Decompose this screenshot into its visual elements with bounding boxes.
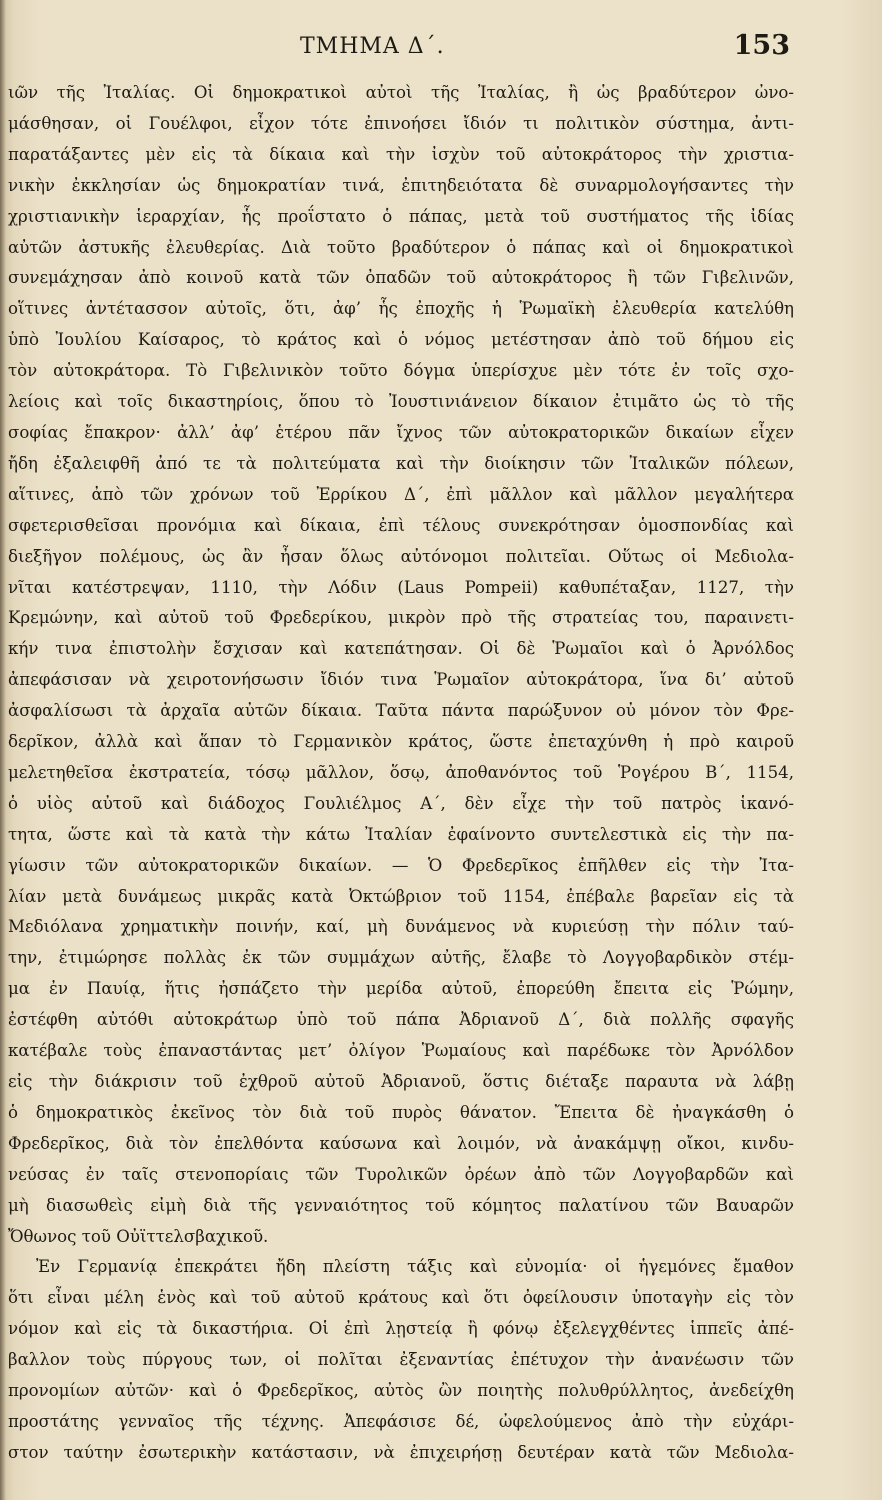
binding-shadow bbox=[0, 0, 6, 1500]
page-number: 153 bbox=[733, 30, 790, 61]
text-line: την, ἐτιμώρησε πολλὰς ἐκ τῶν συμμάχων αὐτῆς, ἔλαβε τὸ Λογγοβαρδικὸν στέμ- bbox=[8, 948, 794, 968]
text-line: τὸν αὐτοκράτορα. Τὸ Γιβελινικὸν τοῦτο δόγμα ὑπερίσχυε μὲν τότε ἐν τοῖς σχο- bbox=[8, 361, 794, 381]
text-line: προστάτης γενναῖος τῆς τέχνης. Ἀπεφάσισε δέ, ὠφελούμενος ἀπὸ τὴν εὐχάρι- bbox=[8, 1411, 794, 1431]
text-line: ὑπὸ Ἰουλίου Καίσαρος, τὸ κράτος καὶ ὁ νόμος μετέστησαν ἀπὸ τοῦ δήμου εἰς bbox=[8, 330, 794, 350]
text-line: συνεμάχησαν ἀπὸ κοινοῦ κατὰ τῶν ὀπαδῶν τοῦ αὐτοκράτορος ἢ τῶν Γιβελινῶν, bbox=[8, 268, 794, 288]
text-line: λίαν μετὰ δυνάμεως μικρᾶς κατὰ Ὀκτώβριον τοῦ 1154, ἐπέβαλε βαρεῖαν εἰς τὰ bbox=[8, 886, 794, 906]
text-line: Κρεμώνην, καὶ αὐτοῦ τοῦ Φρεδερίκου, μικρὸν πρὸ τῆς στρατείας του, παραινετι- bbox=[8, 608, 794, 628]
text-line: ἤδη ἐξαλειφθῆ ἀπό τε τὰ πολιτεύματα καὶ τὴν διοίκησιν τῶν Ἰταλικῶν πόλεων, bbox=[8, 453, 794, 473]
text-line: μα ἐν Παυίᾳ, ἥτις ἠσπάζετο τὴν μερίδα αὐτοῦ, ἐπορεύθη ἔπειτα εἰς Ῥώμην, bbox=[8, 979, 794, 999]
text-line: Φρεδερῖκος, διὰ τὸν ἐπελθόντα καύσωνα καὶ λοιμόν, νὰ ἀνακάμψῃ οἴκοι, κινδυ- bbox=[8, 1133, 794, 1153]
text-line: βαλλον τοὺς πύργους των, οἱ πολῖται ἐξεναντίας ἐπέτυχον τὴν ἀνανέωσιν τῶν bbox=[8, 1350, 794, 1370]
text-line: οἵτινες ἀντέτασσον αὐτοῖς, ὅτι, ἀφ’ ἧς ἐποχῆς ἡ Ῥωμαϊκὴ ἐλευθερία κατελύθη bbox=[8, 299, 794, 319]
text-line: Μεδιόλανα χρηματικὴν ποινήν, καί, μὴ δυνάμενος νὰ κυριεύσῃ τὴν πόλιν ταύ- bbox=[8, 917, 794, 937]
text-line: λείοις καὶ τοῖς δικαστηρίοις, ὅπου τὸ Ἰουστινιάνειον δίκαιον ἐτιμᾶτο ὡς τὸ τῆς bbox=[8, 392, 794, 412]
text-line: ὁ δημοκρατικὸς ἐκεῖνος τὸν διὰ τοῦ πυρὸς θάνατον. Ἔπειτα δὲ ἠναγκάσθη ὁ bbox=[8, 1102, 794, 1122]
text-line: τητα, ὥστε καὶ τὰ κατὰ τὴν κάτω Ἰταλίαν ἐφαίνοντο συντελεστικὰ εἰς τὴν πα- bbox=[8, 824, 794, 844]
text-line: νικὴν ἐκκλησίαν ὡς δημοκρατίαν τινά, ἐπιτηδειότατα δὲ συναρμολογήσαντες τὴν bbox=[8, 175, 794, 195]
text-line: μάσθησαν, οἱ Γουέλφοι, εἶχον τότε ἐπινοήσει ἴδιόν τι πολιτικὸν σύστημα, ἀντι- bbox=[8, 113, 794, 133]
text-line: αἵτινες, ἀπὸ τῶν χρόνων τοῦ Ἐρρίκου Δ΄, ἐπὶ μᾶλλον καὶ μᾶλλον μεγαλήτερα bbox=[8, 484, 794, 504]
text-line: Ὄθωνος τοῦ Οὐϊττελσβαχικοῦ. bbox=[8, 1226, 269, 1246]
text-line: ἐστέφθη αὐτόθι αὐτοκράτωρ ὑπὸ τοῦ πάπα Ἀδριανοῦ Δ΄, διὰ πολλῆς σφαγῆς bbox=[8, 1010, 794, 1030]
text-line: μελετηθεῖσα ἐκστρατεία, τόσῳ μᾶλλον, ὅσῳ, ἀποθανόντος τοῦ Ῥογέρου Β΄, 1154, bbox=[8, 762, 794, 782]
text-line: κήν τινα ἐπιστολὴν ἔσχισαν καὶ κατεπάτησαν. Οἱ δὲ Ῥωμαῖοι καὶ ὁ Ἀρνόλδος bbox=[8, 639, 794, 659]
text-line: αὐτῶν ἀστυκῆς ἐλευθερίας. Διὰ τοῦτο βραδύτερον ὁ πάπας καὶ οἱ δημοκρατικοὶ bbox=[8, 237, 794, 257]
text-line: σφετερισθεῖσαι προνόμια καὶ δίκαια, ἐπὶ τέλους συνεκρότησαν ὁμοσπονδίας καὶ bbox=[8, 515, 794, 535]
text-line: χριστιανικὴν ἱεραρχίαν, ἧς προΐστατο ὁ πάπας, μετὰ τοῦ συστήματος τῆς ἰδίας bbox=[8, 206, 794, 226]
page-header bbox=[0, 30, 882, 70]
text-line: δερῖκον, ἀλλὰ καὶ ἅπαν τὸ Γερμανικὸν κράτος, ὥστε ἐπεταχύνθη ἡ πρὸ καιροῦ bbox=[8, 732, 794, 752]
text-line: νόμον καὶ εἰς τὰ δικαστήρια. Οἱ ἐπὶ λῃστείᾳ ἢ φόνῳ ἐξελεγχθέντες ἱππεῖς ἀπέ- bbox=[8, 1319, 794, 1339]
text-line: νεύσας ἐν ταῖς στενοπορίαις τῶν Τυρολικῶν ὀρέων ἀπὸ τῶν Λογγοβαρδῶν καὶ bbox=[8, 1164, 794, 1184]
text-line: νῖται κατέστρεψαν, 1110, τὴν Λόδιν (Laus Pompeii) καθυπέταξαν, 1127, τὴν bbox=[8, 577, 794, 597]
text-line: ἀσφαλίσωσι τὰ ἀρχαῖα αὐτῶν δίκαια. Ταῦτα πάντα παρώξυνον οὐ μόνον τὸν Φρε- bbox=[8, 701, 794, 721]
text-line: γίωσιν τῶν αὐτοκρατορικῶν δικαίων. — Ὁ Φρεδερῖκος ἐπῆλθεν εἰς τὴν Ἰτα- bbox=[8, 855, 794, 875]
text-line: ιῶν τῆς Ἰταλίας. Οἱ δημοκρατικοὶ αὐτοὶ τῆς Ἰταλίας, ἢ ὡς βραδύτερον ὠνο- bbox=[8, 83, 794, 102]
text-line: ὁ υἱὸς αὐτοῦ καὶ διάδοχος Γουλιέλμος Α΄, δὲν εἶχε τὴν τοῦ πατρὸς ἱκανό- bbox=[8, 793, 794, 813]
text-line: μὴ διασωθεὶς εἰμὴ διὰ τῆς γενναιότητος τοῦ κόμητος παλατίνου τῶν Βαυαρῶν bbox=[8, 1195, 794, 1215]
text-line: ὅτι εἶναι μέλη ἑνὸς καὶ τοῦ αὐτοῦ κράτους καὶ ὅτι ὀφείλουσιν ὑποταγὴν εἰς τὸν bbox=[8, 1288, 794, 1308]
text-line: διεξῆγον πολέμους, ὡς ἂν ἦσαν ὅλως αὐτόνομοι πολιτεῖαι. Οὕτως οἱ Μεδιολα- bbox=[8, 546, 794, 566]
text-line: ἀπεφάσισαν νὰ χειροτονήσωσιν ἴδιόν τινα Ῥωμαῖον αὐτοκράτορα, ἵνα δι’ αὐτοῦ bbox=[8, 670, 794, 690]
text-line: κατέβαλε τοὺς ἐπαναστάντας μετ’ ὀλίγον Ῥωμαίους καὶ παρέδωκε τὸν Ἀρνόλδον bbox=[8, 1041, 794, 1061]
text-line: σοφίας ἔπακρον· ἀλλ’ ἀφ’ ἑτέρου πᾶν ἴχνος τῶν αὐτοκρατορικῶν δικαίων εἶχεν bbox=[8, 422, 794, 442]
text-line: παρατάξαντες μὲν εἰς τὰ δίκαια καὶ τὴν ἰσχὺν τοῦ αὐτοκράτορος τὴν χριστια- bbox=[8, 144, 794, 164]
body-text bbox=[8, 78, 794, 1469]
text-line: Ἐν Γερμανίᾳ ἐπεκράτει ἤδη πλείστη τάξις καὶ εὐνομία· οἱ ἡγεμόνες ἔμαθον bbox=[36, 1257, 794, 1277]
running-title: ΤΜΗΜΑ Δ΄. bbox=[300, 34, 445, 59]
text-line: προνομίων αὐτῶν· καὶ ὁ Φρεδερῖκος, αὐτὸς ὢν ποιητὴς πολυθρύλλητος, ἀνεδείχθη bbox=[8, 1381, 794, 1401]
text-line: στον ταύτην ἐσωτερικὴν κατάστασιν, νὰ ἐπιχειρήσῃ δευτέραν κατὰ τῶν Μεδιολα- bbox=[8, 1442, 794, 1462]
text-line: εἰς τὴν διάκρισιν τοῦ ἐχθροῦ αὐτοῦ Ἀδριανοῦ, ὅστις διέταξε παραυτα νὰ λάβῃ bbox=[8, 1072, 794, 1091]
